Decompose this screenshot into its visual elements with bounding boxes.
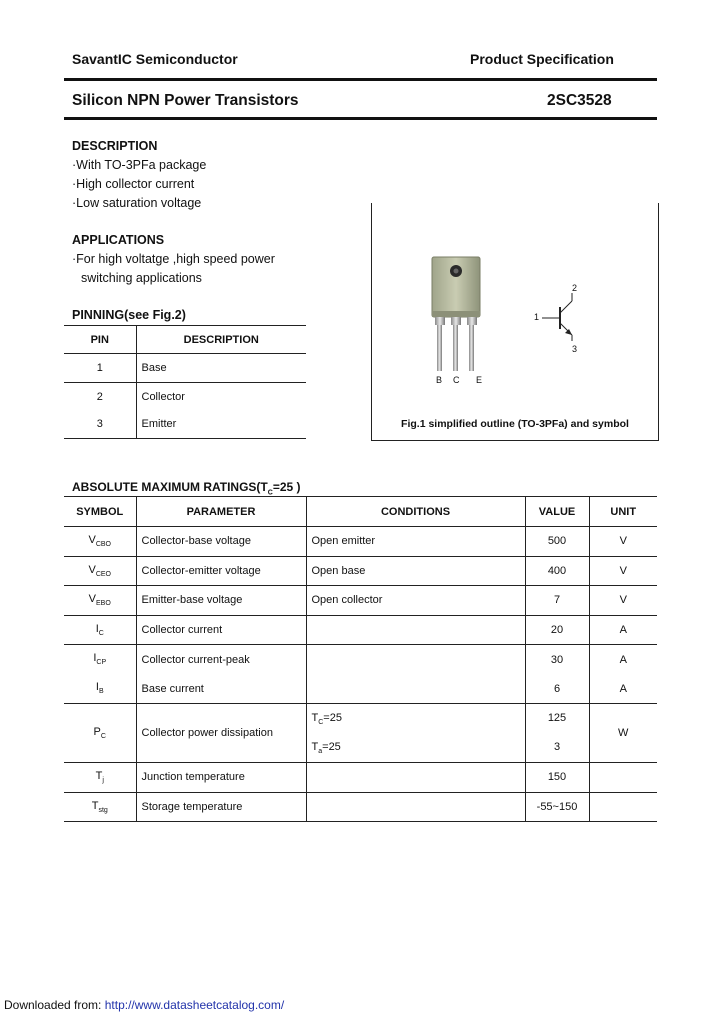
pin-description: Emitter (136, 411, 306, 439)
col-conditions: CONDITIONS (306, 497, 525, 527)
value-cell: 500 (525, 527, 589, 557)
col-pin: PIN (64, 326, 136, 354)
table-row (64, 527, 657, 557)
parameter-cell: Emitter-base voltage (136, 586, 306, 616)
description-item: ·High collector current (72, 177, 195, 191)
conditions-cell: Open base (306, 556, 525, 586)
symbol-cell: $I_B$ (64, 674, 136, 704)
symbol-cell: $V_{CBO}$ (64, 527, 136, 557)
pin-number: 3 (64, 411, 136, 439)
conditions-cell (306, 615, 525, 645)
value-cell: 6 (525, 674, 589, 704)
col-symbol: SYMBOL (64, 497, 136, 527)
header-rule-bottom (64, 117, 657, 120)
table-row (64, 354, 306, 383)
pin-number: 1 (64, 354, 136, 383)
value-cell: 7 (525, 586, 589, 616)
figure-caption: Fig.1 simplified outline (TO-3PFa) and symbol (401, 418, 629, 430)
pin-description: Collector (136, 383, 306, 411)
parameter-cell: Collector current (136, 615, 306, 645)
symbol-cell: $V_{EBO}$ (64, 586, 136, 616)
symbol-cell: $I_{CP}$ (64, 645, 136, 675)
company-name: SavantIC Semiconductor (72, 51, 238, 67)
conditions-cell: Open collector (306, 586, 525, 616)
header-rule-top (64, 78, 657, 81)
conditions-cell (306, 763, 525, 793)
conditions-cell: Open emitter (306, 527, 525, 557)
description-item: ·With TO-3PFa package (72, 158, 207, 172)
symbol-cell: $I_C$ (64, 615, 136, 645)
parameter-cell: Collector-emitter voltage (136, 556, 306, 586)
table-row (64, 586, 657, 616)
parameter-cell: Base current (136, 674, 306, 704)
pin-letter-emitter: E (476, 375, 483, 385)
value-cell: -55~150 (525, 792, 589, 822)
conditions-cell (306, 674, 525, 704)
ratings-heading: ABSOLUTE MAXIMUM $RATINGS(T_C=25$ ) (72, 480, 301, 497)
symbol-pin-1: 1 (534, 312, 540, 322)
footer-link[interactable]: http://www.datasheetcatalog.com/ (104, 998, 285, 1012)
col-parameter: PARAMETER (136, 497, 306, 527)
unit-cell: A (619, 682, 627, 695)
parameter-cell: Junction temperature (136, 763, 306, 793)
table-row (64, 615, 657, 645)
table-row (64, 674, 657, 704)
pinning-table (64, 325, 306, 439)
table-row (64, 411, 306, 439)
unit-cell: V (589, 527, 657, 557)
unit-cell: A (589, 645, 657, 675)
package-outline-illustration (372, 203, 660, 403)
pin-number: 2 (64, 383, 136, 411)
footer (4, 998, 284, 1012)
symbol-cell: $V_{CEO}$ (64, 556, 136, 586)
table-row (64, 763, 657, 793)
part-number: 2SC3528 (547, 92, 612, 109)
value-cell: 20 (525, 615, 589, 645)
value-cell: 400 (525, 556, 589, 586)
pinning-heading: PINNING(see Fig.2) (72, 308, 186, 322)
conditions-cell (306, 792, 525, 822)
col-description: DESCRIPTION (136, 326, 306, 354)
value-cell: 150 (525, 763, 589, 793)
col-unit: UNIT (589, 497, 657, 527)
unit-cell: A (589, 615, 657, 645)
table-header-row (64, 497, 657, 527)
symbol-cell: $T_{stg}$ (64, 792, 136, 822)
conditions-cell: $T_C=25$ $T_a=25$ (306, 704, 525, 763)
col-value: VALUE (525, 497, 589, 527)
pin-letter-collector: C (453, 375, 460, 385)
unit-cell: V (589, 586, 657, 616)
pin-description: Base (136, 354, 306, 383)
unit-cell (589, 792, 657, 822)
ratings-table (64, 496, 657, 822)
parameter-cell: Storage temperature (136, 792, 306, 822)
conditions-cell (306, 645, 525, 675)
figure-box (371, 203, 659, 441)
applications-line: switching applications (81, 271, 202, 285)
document-title: Silicon NPN Power Transistors (72, 92, 299, 109)
table-row (64, 704, 657, 763)
parameter-cell: Collector power dissipation (136, 704, 306, 763)
unit-cell (589, 763, 657, 793)
description-heading: DESCRIPTION (72, 139, 158, 153)
table-row (64, 383, 306, 411)
symbol-pin-2: 2 (572, 283, 578, 293)
description-item: ·Low saturation voltage (72, 196, 202, 210)
parameter-cell: Collector-base voltage (136, 527, 306, 557)
table-row (64, 645, 657, 675)
document-type: Product Specification (470, 51, 614, 67)
parameter-cell: Collector current-peak (136, 645, 306, 675)
table-row (64, 556, 657, 586)
table-row (64, 792, 657, 822)
table-header-row (64, 326, 306, 354)
unit-cell: V (589, 556, 657, 586)
applications-heading: APPLICATIONS (72, 233, 165, 247)
pin-letter-base: B (436, 375, 443, 385)
footer-label: Downloaded from: (4, 998, 102, 1012)
unit-cell: W (589, 704, 657, 763)
applications-line: ·For high voltatge ,high speed power (72, 252, 275, 266)
symbol-cell: $T_j$ (64, 763, 136, 793)
symbol-cell: $P_C$ (64, 704, 136, 763)
value-cell: 30 (525, 645, 589, 675)
value-cell: 125 3 (525, 704, 589, 763)
symbol-pin-3: 3 (572, 344, 578, 354)
